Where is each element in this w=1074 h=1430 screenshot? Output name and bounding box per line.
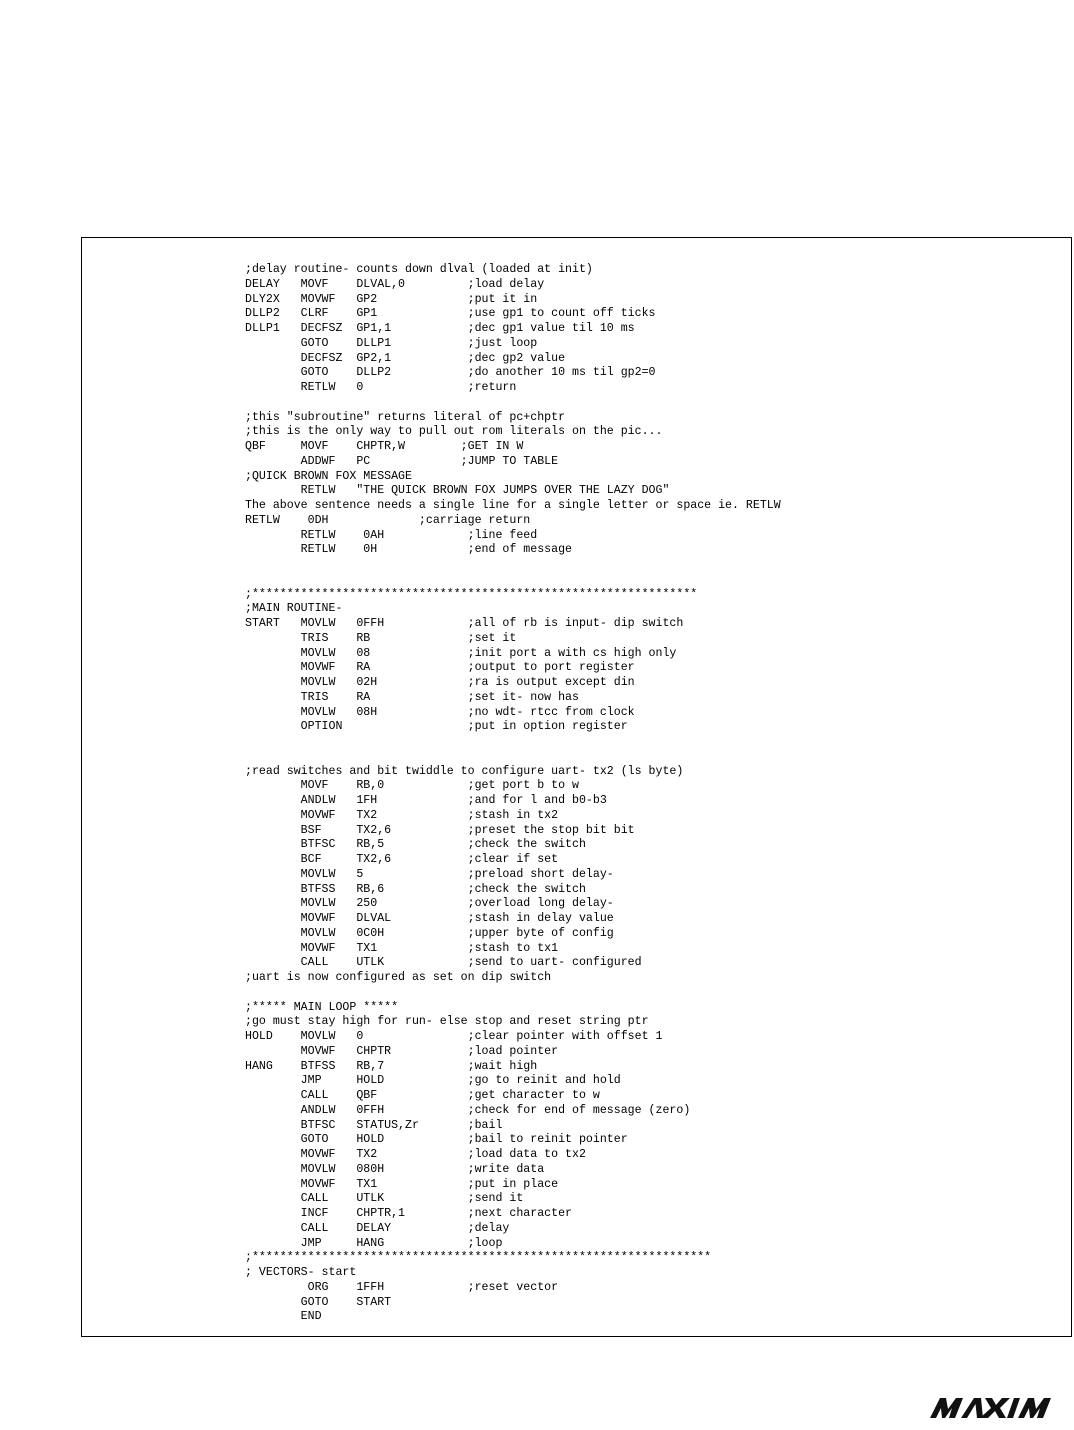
code-listing bbox=[245, 263, 1065, 1325]
code-line bbox=[245, 558, 1065, 573]
code-line: ;****************************************************************** bbox=[245, 1251, 712, 1265]
code-line: CALL QBF ;get character to w bbox=[245, 1089, 600, 1102]
code-line: ;QUICK BROWN FOX MESSAGE bbox=[245, 469, 412, 483]
code-line: ;delay routine- counts down dlval (loaded at init) bbox=[245, 263, 593, 276]
code-line: BCF TX2,6 ;clear if set bbox=[245, 853, 559, 866]
code-line bbox=[245, 750, 1065, 765]
code-line bbox=[245, 396, 1065, 411]
code-line: TRIS RB ;set it bbox=[245, 631, 517, 645]
code-line: MOVF RB,0 ;get port b to w bbox=[245, 779, 579, 793]
code-line: ;this "subroutine" returns literal of pc+chptr bbox=[245, 410, 566, 424]
code-line: ;read switches and bit twiddle to configure uart- tx2 (ls byte) bbox=[245, 764, 684, 778]
code-line: MOVWF DLVAL ;stash in delay value bbox=[245, 912, 614, 925]
code-line: JMP HOLD ;go to reinit and hold bbox=[245, 1074, 621, 1088]
code-line: GOTO START bbox=[245, 1295, 392, 1309]
code-line bbox=[245, 986, 1065, 1001]
code-line: MOVLW 0C0H ;upper byte of config bbox=[245, 926, 614, 940]
code-line: END bbox=[245, 1310, 322, 1324]
code-line: GOTO DLLP1 ;just loop bbox=[245, 336, 538, 350]
code-line: QBF MOVF CHPTR,W ;GET IN W bbox=[245, 440, 524, 453]
code-line: CALL UTLK ;send to uart- configured bbox=[245, 956, 642, 970]
code-line: MOVLW 02H ;ra is output except din bbox=[245, 676, 635, 689]
maxim-logo-mark bbox=[930, 1396, 1064, 1420]
code-line: GOTO HOLD ;bail to reinit pointer bbox=[245, 1133, 628, 1147]
code-line: ;***** MAIN LOOP ***** bbox=[245, 1000, 399, 1014]
code-line: DLLP2 CLRF GP1 ;use gp1 to count off ticks bbox=[245, 307, 656, 321]
code-line: ;uart is now configured as set on dip switch bbox=[245, 971, 552, 984]
code-line: MOVLW 250 ;overload long delay- bbox=[245, 897, 614, 911]
code-line: HANG BTFSS RB,7 ;wait high bbox=[245, 1059, 538, 1073]
code-line: JMP HANG ;loop bbox=[245, 1236, 503, 1250]
code-line: ADDWF PC ;JUMP TO TABLE bbox=[245, 454, 559, 468]
code-line: BSF TX2,6 ;preset the stop bit bit bbox=[245, 823, 635, 837]
code-line: MOVWF TX1 ;put in place bbox=[245, 1177, 559, 1191]
code-line: INCF CHPTR,1 ;next character bbox=[245, 1207, 572, 1220]
code-line: ;this is the only way to pull out rom literals on the pic... bbox=[245, 425, 663, 439]
code-line bbox=[245, 573, 1065, 588]
code-line: MOVLW 08 ;init port a with cs high only bbox=[245, 646, 677, 660]
code-line: DELAY MOVF DLVAL,0 ;load delay bbox=[245, 277, 545, 291]
code-line: RETLW 0AH ;line feed bbox=[245, 528, 538, 542]
code-line: The above sentence needs a single line for a single letter or space ie. RETLW bbox=[245, 499, 781, 512]
code-line: OPTION ;put in option register bbox=[245, 720, 628, 734]
code-line: MOVLW 08H ;no wdt- rtcc from clock bbox=[245, 705, 635, 719]
code-line: CALL DELAY ;delay bbox=[245, 1221, 510, 1235]
code-line: ;**************************************************************** bbox=[245, 587, 698, 601]
code-line: HOLD MOVLW 0 ;clear pointer with offset 1 bbox=[245, 1030, 663, 1043]
code-line: ORG 1FFH ;reset vector bbox=[245, 1280, 559, 1294]
code-line: RETLW 0DH ;carriage return bbox=[245, 513, 531, 527]
code-line: TRIS RA ;set it- now has bbox=[245, 690, 579, 704]
code-line: DLY2X MOVWF GP2 ;put it in bbox=[245, 292, 538, 306]
code-line: ;go must stay high for run- else stop and reset string ptr bbox=[245, 1015, 649, 1029]
maxim-logo bbox=[930, 1396, 1064, 1425]
code-line: CALL UTLK ;send it bbox=[245, 1192, 524, 1206]
code-line: MOVWF TX1 ;stash to tx1 bbox=[245, 941, 559, 955]
code-line: ;MAIN ROUTINE- bbox=[245, 602, 343, 616]
code-line: ANDLW 0FFH ;check for end of message (zero) bbox=[245, 1103, 691, 1117]
code-line: DLLP1 DECFSZ GP1,1 ;dec gp1 value til 10 ms bbox=[245, 322, 635, 335]
code-line: BTFSC STATUS,Zr ;bail bbox=[245, 1118, 503, 1132]
code-line: RETLW 0 ;return bbox=[245, 381, 517, 394]
code-line: GOTO DLLP2 ;do another 10 ms til gp2=0 bbox=[245, 366, 656, 380]
code-line: RETLW "THE QUICK BROWN FOX JUMPS OVER THE LAZY DOG" bbox=[245, 484, 670, 498]
code-line: DECFSZ GP2,1 ;dec gp2 value bbox=[245, 351, 566, 365]
code-line: BTFSS RB,6 ;check the switch bbox=[245, 882, 586, 896]
code-line bbox=[245, 735, 1065, 750]
code-line: ANDLW 1FH ;and for l and b0-b3 bbox=[245, 794, 607, 807]
code-line: MOVWF TX2 ;load data to tx2 bbox=[245, 1148, 586, 1161]
code-line: MOVLW 5 ;preload short delay- bbox=[245, 867, 614, 881]
code-line: MOVWF TX2 ;stash in tx2 bbox=[245, 808, 559, 822]
code-line: MOVWF RA ;output to port register bbox=[245, 661, 635, 675]
code-line: BTFSC RB,5 ;check the switch bbox=[245, 838, 586, 852]
code-line: ; VECTORS- start bbox=[245, 1266, 357, 1279]
code-line: MOVLW 080H ;write data bbox=[245, 1162, 545, 1176]
code-line: START MOVLW 0FFH ;all of rb is input- dip switch bbox=[245, 617, 684, 630]
code-line: MOVWF CHPTR ;load pointer bbox=[245, 1044, 559, 1058]
code-line: RETLW 0H ;end of message bbox=[245, 543, 572, 557]
